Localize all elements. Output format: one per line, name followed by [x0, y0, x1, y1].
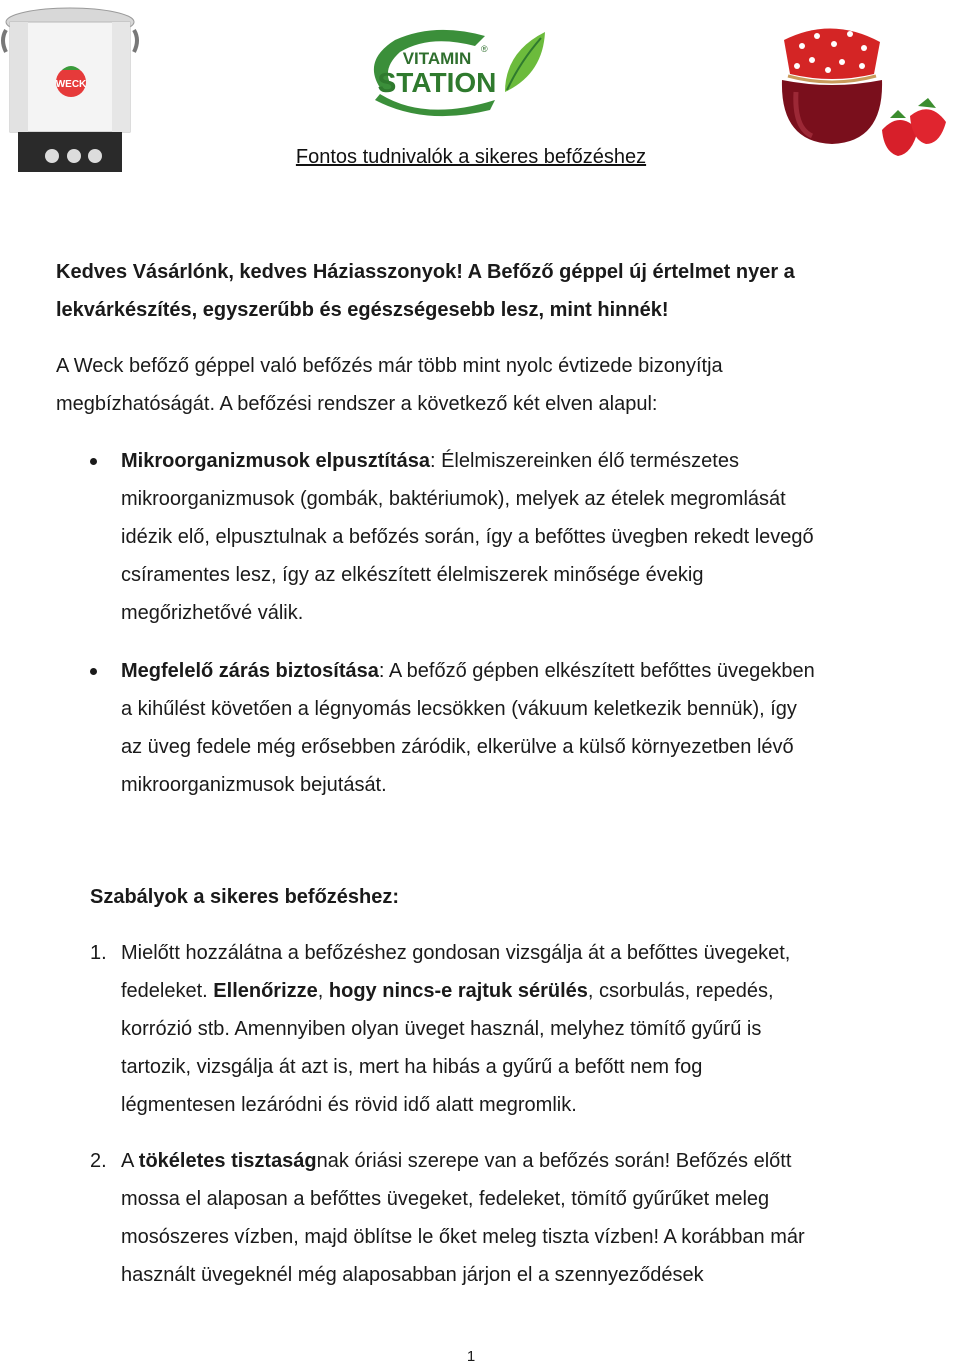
device-brand-label: WECK	[55, 79, 87, 90]
principle-text: mikroorganizmusok bejutását.	[121, 774, 387, 796]
intro-paragraph	[56, 253, 916, 329]
rule-text-part: A	[121, 1150, 139, 1172]
rule-item	[90, 1142, 890, 1294]
rule-text-part: fedeleket.	[121, 980, 214, 1002]
rule-text	[121, 1142, 890, 1180]
jam-jar-image	[752, 18, 952, 158]
rule-emphasis: tökéletes tisztaság	[138, 1150, 317, 1172]
rule-number: 2.	[90, 1150, 107, 1172]
intro-line: lekvárkészítés, egyszerűbb és egészségesebb lesz, mint hinnék!	[56, 299, 669, 321]
rule-text-part: nak óriási szerepe van a befőzés során! Befőzés előtt	[316, 1150, 792, 1172]
principle-text: : Élelmiszereinken élő természetes	[429, 450, 739, 472]
intro-line: Kedves Vásárlónk, kedves Háziasszonyok! A Befőző géppel új értelmet nyer a	[56, 261, 795, 283]
rule-text: használt üvegeknél még alaposabban járjon el a szennyeződések	[121, 1264, 704, 1286]
principle-item	[90, 652, 890, 804]
principle-text: az üveg fedele még erősebben záródik, elkerülve a külső környezetben lévő	[121, 736, 794, 758]
paragraph-line: megbízhatóságát. A befőzési rendszer a következő két elven alapul:	[56, 393, 658, 415]
page-number: 1	[466, 1348, 476, 1365]
rule-text: légmentesen lezáródni és rövid idő alatt megromlik.	[121, 1094, 577, 1116]
paragraph-line: A Weck befőző géppel való befőzés már több mint nyolc évtizede bizonyítja	[56, 355, 723, 377]
rule-text: korrózió stb. Amennyiben olyan üveget használ, melyhez tömítő gyűrű is	[121, 1018, 762, 1040]
logo-registered-mark: ®	[481, 44, 488, 54]
rule-emphasis: hogy nincs-e rajtuk sérülés	[328, 980, 588, 1002]
rule-text: Mielőtt hozzálátna a befőzéshez gondosan vizsgálja át a befőttes üvegeket,	[121, 942, 791, 964]
rule-item-2	[90, 1142, 890, 1294]
rule-item-1	[90, 934, 890, 1124]
principle-text: mikroorganizmusok (gombák, baktériumok), melyek az ételek megromlását	[121, 488, 786, 510]
principles-list-2	[90, 652, 890, 804]
rule-text: mossa el alaposan a befőttes üvegeket, fedeleket, tömítő gyűrűket meleg	[121, 1188, 770, 1210]
principles-list	[90, 442, 890, 632]
rule-text: mosószeres vízben, majd öblítse le őket meleg tiszta vízben! A korábban már	[121, 1226, 805, 1248]
document-title: Fontos tudnivalók a sikeres befőzéshez	[295, 146, 647, 168]
principle-text: idézik elő, elpusztulnak a befőzés során, így a befőttes üvegben rekedt levegő	[121, 526, 814, 548]
principle-text: csíramentes lesz, így az elkészített élelmiszerek minősége évekig	[121, 564, 704, 586]
rule-number: 1.	[90, 942, 107, 964]
rule-text-part: ,	[317, 980, 329, 1002]
vitamin-station-logo	[355, 22, 550, 122]
rule-emphasis: Ellenőrizze	[213, 980, 318, 1002]
rules-heading: Szabályok a sikeres befőzéshez:	[90, 886, 400, 908]
principle-term: Megfelelő zárás biztosítása	[121, 660, 379, 682]
logo-text-vitamin: VITAMIN	[402, 49, 472, 68]
weck-paragraph	[56, 347, 916, 423]
rule-item	[90, 934, 890, 1124]
principle-item	[90, 442, 890, 632]
principle-text: megőrizhetővé válik.	[121, 602, 304, 624]
rule-text-part: , csorbulás, repedés,	[587, 980, 774, 1002]
principle-text: : A befőző gépben elkészített befőttes üvegekben	[378, 660, 815, 682]
bullet-icon	[90, 458, 97, 465]
logo-text-station: STATION	[377, 67, 497, 98]
bullet-icon	[90, 668, 97, 675]
principle-term: Mikroorganizmusok elpusztítása	[121, 450, 430, 472]
principle-text: a kihűlést követően a légnyomás lecsökken (vákuum keletkezik bennük), így	[121, 698, 797, 720]
rule-text: tartozik, vizsgálja át azt is, mert ha hibás a gyűrű a befőtt nem fog	[121, 1056, 703, 1078]
rule-text	[121, 972, 890, 1010]
